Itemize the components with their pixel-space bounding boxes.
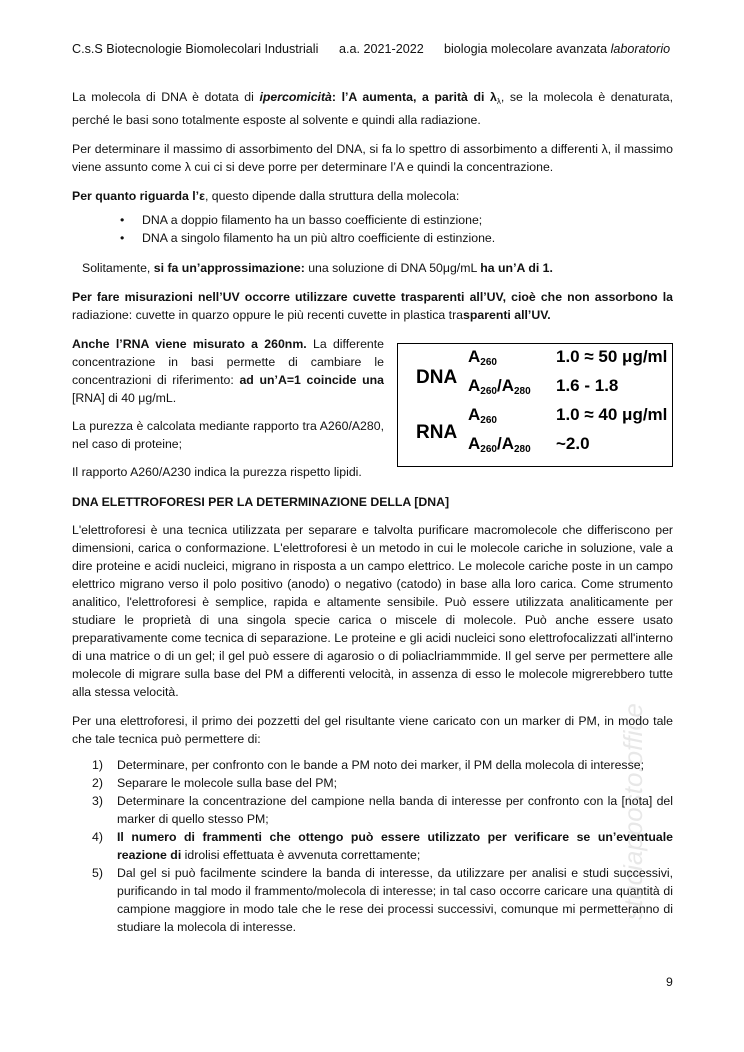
paragraph-cuvette: Per fare misurazioni nell’UV occorre utilizzare cuvette trasparenti all’UV, cioè che non assorbono la radiazione: cuvette in quarzo oppure le più recenti cuvette in plastica trasparenti all’UV. — [72, 290, 673, 322]
paragraph-ipercromicita: La molecola di DNA è dotata di ipercomicità: l’A aumenta, a parità di $\lambda_\lambda$, se la molecola è denaturata, perché le basi sono totalmente esposte al solvente e quindi alla radiazione. — [72, 90, 673, 127]
list-item: 5) Dal gel si può facilmente scindere la banda di interesse, da utilizzare per analisi e studi successivi, purificando in tal modo il frammento/molecola di interesse; in tal caso occorre caricare una quantità di campione maggiore in modo tale che le rese dei processi successivi, comunque mi permetteranno di studiare la molecola di interesse. — [92, 866, 673, 934]
dna-ratio: $A_{260}/A_{280}$ — [468, 376, 531, 397]
list-item: 3) Determinare la concentrazione del campione nella banda di interesse per confronto con la [nota] del marker di quello stesso PM; — [92, 794, 673, 826]
rna-value-2: ~2.0 — [556, 434, 590, 453]
paragraph-approssimazione: Solitamente, si fa un’approssimazione: una soluzione di DNA 50μg/mL ha un’A di 1. — [82, 261, 553, 275]
rna-section — [72, 335, 673, 485]
list-item: • DNA a doppio filamento ha un basso coefficiente di estinzione; — [72, 211, 673, 229]
header-course: C.s.S Biotecnologie Biomolecolari Industriali — [72, 42, 319, 56]
rna-label: RNA — [416, 422, 458, 443]
page-number: 9 — [666, 975, 673, 989]
paragraph-massimo-assorbimento: Per determinare il massimo di assorbimento del DNA, si fa lo spettro di assorbimento a differenti λ, il massimo viene assunto come λ cui ci si deve porre per determinare l’A e quindi la concentrazione. — [72, 142, 673, 174]
dna-value-1: 1.0 ≈ 50 μg/ml — [556, 347, 668, 366]
rna-ratio: $A_{260}/A_{280}$ — [468, 434, 531, 455]
paragraph-purezza: La purezza è calcolata mediante rapporto tra A260/A280, nel caso di proteine; — [72, 419, 384, 451]
rna-text-column — [72, 335, 384, 491]
extinction-list — [72, 211, 673, 247]
list-item: 1) Determinare, per confronto con le bande a PM noto dei marker, il PM della molecola di interesse; — [92, 758, 644, 772]
list-item: 4) Il numero di frammenti che ottengo può essere utilizzato per verificare se un’eventuale reazione di idrolisi effettuata è avvenuta correttamente; — [92, 830, 673, 862]
absorbance-table — [397, 343, 673, 467]
list-item: • DNA a singolo filamento ha un più altro coefficiente di estinzione. — [72, 229, 673, 247]
dna-value-2: 1.6 - 1.8 — [556, 376, 619, 395]
section-title: DNA ELETTROFORESI PER LA DETERMINAZIONE DELLA [DNA] — [72, 495, 450, 509]
page-content — [72, 88, 673, 936]
rna-a260: $A_{260}$ — [468, 405, 497, 426]
header-subject: biologia molecolare avanzata laboratorio — [444, 42, 671, 56]
paragraph-purezza-lipidi: Il rapporto A260/A230 indica la purezza rispetto lipidi. — [72, 465, 362, 479]
dna-label: DNA — [416, 367, 458, 388]
numbered-list — [72, 756, 673, 936]
paragraph-marker: Per una elettroforesi, il primo dei pozzetti del gel risultante viene caricato con un marker di PM, in modo tale che tale tecnica può permettere di: — [72, 714, 673, 746]
paragraph-epsilon: Per quanto riguarda l’ε, questo dipende dalla struttura della molecola: — [72, 189, 460, 203]
list-item: 2) Separare le molecole sulla base del PM; — [92, 776, 338, 790]
rna-value-1: 1.0 ≈ 40 μg/ml — [556, 405, 668, 424]
header-year: a.a. 2021-2022 — [339, 42, 424, 56]
dna-a260: $A_{260}$ — [468, 347, 497, 368]
paragraph-rna: Anche l’RNA viene misurato a 260nm. La differente concentrazione in basi permette di cambiare le concentrazioni di riferimento: ad un’A=1 coincide una [RNA] di 40 μg/mL. — [72, 337, 385, 405]
page-header — [72, 42, 672, 60]
watermark: studiapposto.office — [618, 703, 648, 920]
paragraph-elettroforesi: L'elettroforesi è una tecnica utilizzata per separare e talvolta purificare macromolecole che differiscono per dimensioni, carica o conformazione. L'elettroforesi è un metodo in cui le molecole cariche in soluzione, vale a dire proteine e acidi nucleici, migrano in risposta a un campo elettrico. Le molecole cariche poste in un campo elettrico migrano verso il polo positivo (anodo) o negativo (catodo) in base alla loro carica. Come strumento analitico, l'elettroforesi è semplice, rapida e altamente sensibile. Può essere utilizzata analiticamente per studiare le proprietà di una singola specie carica o miscele di molecole. Può anche essere usato preparativamente come tecnica di separazione. Le proteine e gli acidi nucleici sono elettrofocalizzati all'interno di una matrice o di un gel; il gel può essere di agarosio o di poliaclriammmide. Il gel serve per permettere alle molecole di migrare sulla base del PM a differenti velocità, in assenza di esso le molecole migrerebbero tutte alla stessa velocità. — [72, 523, 673, 699]
